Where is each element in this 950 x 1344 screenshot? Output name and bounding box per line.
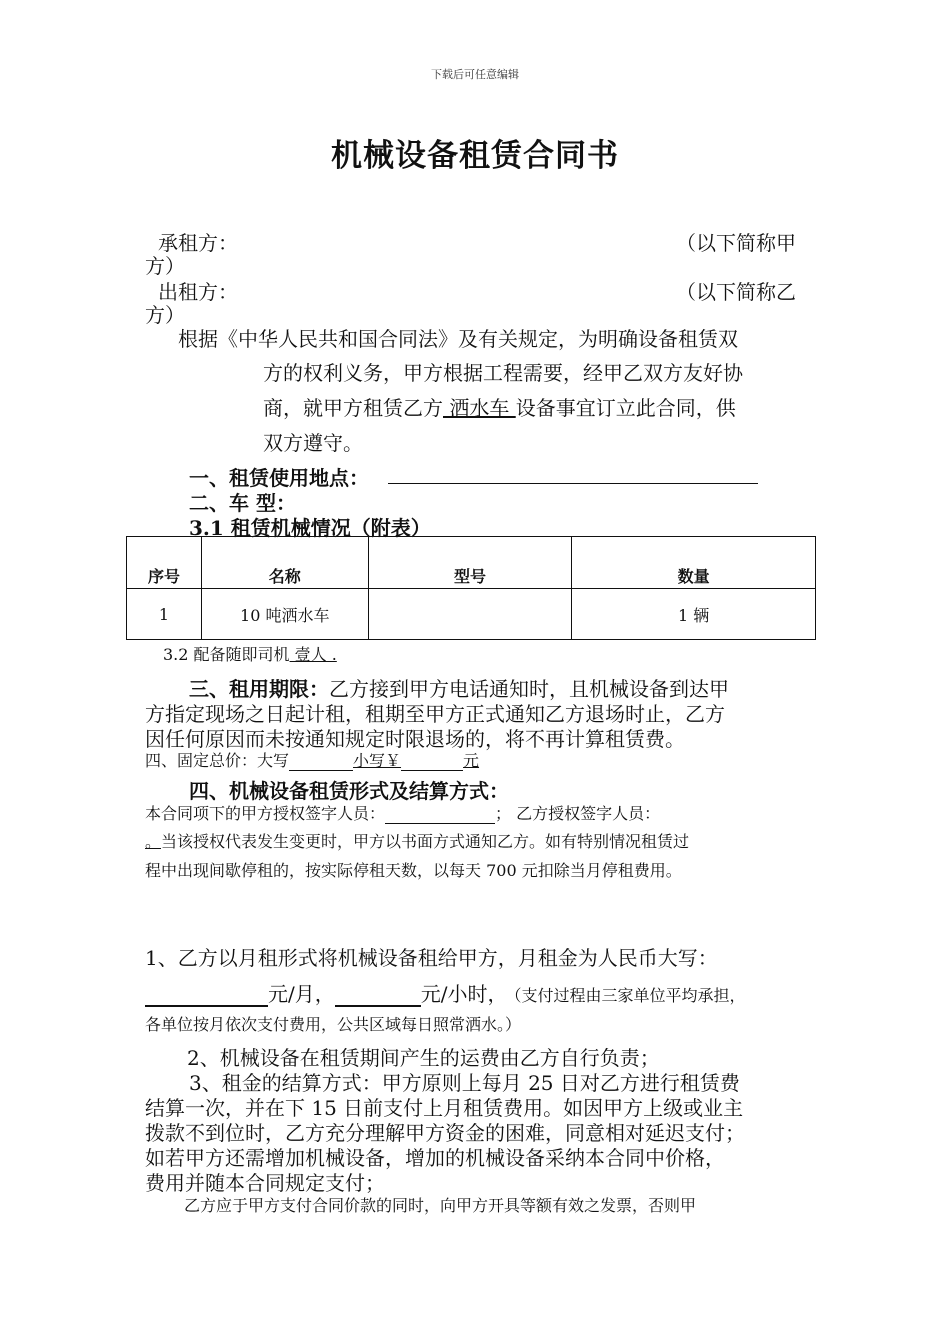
equipment-name: 洒水车 [443, 396, 516, 420]
lessor-suffix-wrap: 方） [145, 303, 185, 327]
fixed-price-line [145, 748, 479, 771]
table-header-cell: 序号 [127, 537, 202, 589]
table-cell: 10 吨洒水车 [201, 589, 368, 640]
document-title: 机械设备租赁合同书 [331, 138, 619, 174]
intro-line-4: 双方遵守。 [263, 431, 363, 455]
lessor-label: 出租方： [158, 280, 238, 304]
monthly-rent-blank [145, 987, 268, 1007]
fixed-price-small-label: 小写￥ [353, 751, 402, 770]
sign-line-1 [145, 801, 660, 824]
intro-line-3-post: 设备事宜订立此合同，供 [515, 396, 736, 420]
intro-line-2: 方的权利义务，甲方根据工程需要，经甲乙双方友好协 [263, 361, 743, 385]
header-note: 下载后可任意编辑 [431, 68, 519, 81]
sign-mark: 。 [145, 832, 162, 851]
clause-1-note: （支付过程由三家单位平均承担， [513, 986, 746, 1005]
hourly-rent-blank [335, 987, 421, 1007]
section-1-label: 一、租赁使用地点： [189, 466, 369, 490]
intro-line-3-pre: 商，就甲方租赁乙方 [263, 396, 443, 420]
sign-line-2 [145, 829, 689, 852]
section-3-1-label: 3.1 租赁机械情况（附表） [189, 516, 431, 540]
table-header-cell: 数量 [572, 537, 816, 589]
per-hour-unit: 元/小时， [420, 982, 508, 1006]
per-month-unit: 元/月， [268, 982, 335, 1006]
table-row [127, 589, 816, 640]
location-blank [388, 483, 758, 484]
section-2-label: 二、车 型： [189, 491, 296, 515]
driver-count: 壹人 . [289, 645, 337, 664]
table-cell: 1 辆 [572, 589, 816, 640]
amount-figures-blank [401, 752, 463, 771]
intro-line-3 [263, 392, 736, 421]
table-cell: 1 [127, 589, 202, 640]
sign-line-2-text: 当该授权代表发生变更时，甲方以书面方式通知乙方。如有特别情况租赁过 [161, 832, 690, 851]
clause-3-line-3: 拨款不到位时，乙方充分理解甲方资金的困难，同意相对延迟支付； [145, 1121, 745, 1145]
section-3-label: 三、租用期限： [189, 677, 329, 701]
section-3-line-3: 因任何原因而未按通知规定时限退场的，将不再计算租赁费。 [145, 727, 685, 751]
fixed-price-unit: 元 [463, 751, 480, 770]
equipment-table [126, 536, 816, 640]
lessee-suffix-wrap: 方） [145, 254, 185, 278]
amount-words-blank [289, 752, 353, 771]
lessee-suffix: （以下简称甲 [676, 231, 796, 255]
sign-line-3: 程中出现间歇停租的，按实际停租天数，以每天 700 元扣除当月停租费用。 [145, 861, 682, 880]
clause-3-line-1: 3、租金的结算方式：甲方原则上每月 25 日对乙方进行租赁费 [189, 1071, 740, 1095]
driver-label: 3.2 配备随即司机 [163, 645, 290, 664]
driver-line [163, 642, 337, 665]
clause-2: 2、机械设备在租赁期间产生的运费由乙方自行负责； [187, 1046, 660, 1070]
sign-lessee-label: 本合同项下的甲方授权签字人员： [145, 804, 386, 823]
clause-3-line-5: 费用并随本合同规定支付； [145, 1171, 385, 1195]
invoice-line: 乙方应于甲方支付合同价款的同时，向甲方开具等额有效之发票，否则甲 [184, 1196, 697, 1215]
clause-1-line-3: 各单位按月依次支付费用，公共区域每日照常洒水。） [145, 1015, 522, 1034]
sign-lessor-label: ； 乙方授权签字人员： [495, 804, 661, 823]
clause-3-line-4: 如若甲方还需增加机械设备，增加的机械设备采纳本合同中价格， [145, 1146, 725, 1170]
lessor-suffix: （以下简称乙 [676, 280, 796, 304]
clause-1-line-1: 1、乙方以月租形式将机械设备租给甲方，月租金为人民币大写： [145, 946, 718, 970]
section-3-text: 乙方接到甲方电话通知时，且机械设备到达甲 [329, 677, 729, 701]
section-4-label: 四、机械设备租赁形式及结算方式： [189, 779, 509, 803]
table-header-cell: 型号 [368, 537, 572, 589]
table-header-row [127, 537, 816, 589]
table-cell [368, 589, 572, 640]
clause-1-line-2 [145, 978, 746, 1007]
intro-line-1: 根据《中华人民共和国合同法》及有关规定，为明确设备租赁双 [178, 327, 738, 351]
section-3-line-2: 方指定现场之日起计租，租期至甲方正式通知乙方退场时止，乙方 [145, 702, 725, 726]
lessee-signatory-blank [385, 805, 495, 824]
table-header-cell: 名称 [201, 537, 368, 589]
lessee-label: 承租方： [158, 231, 238, 255]
clause-3-line-2: 结算一次，并在下 15 日前支付上月租赁费用。如因甲方上级或业主 [145, 1096, 744, 1120]
fixed-price-label: 四、固定总价：大写 [145, 751, 290, 770]
